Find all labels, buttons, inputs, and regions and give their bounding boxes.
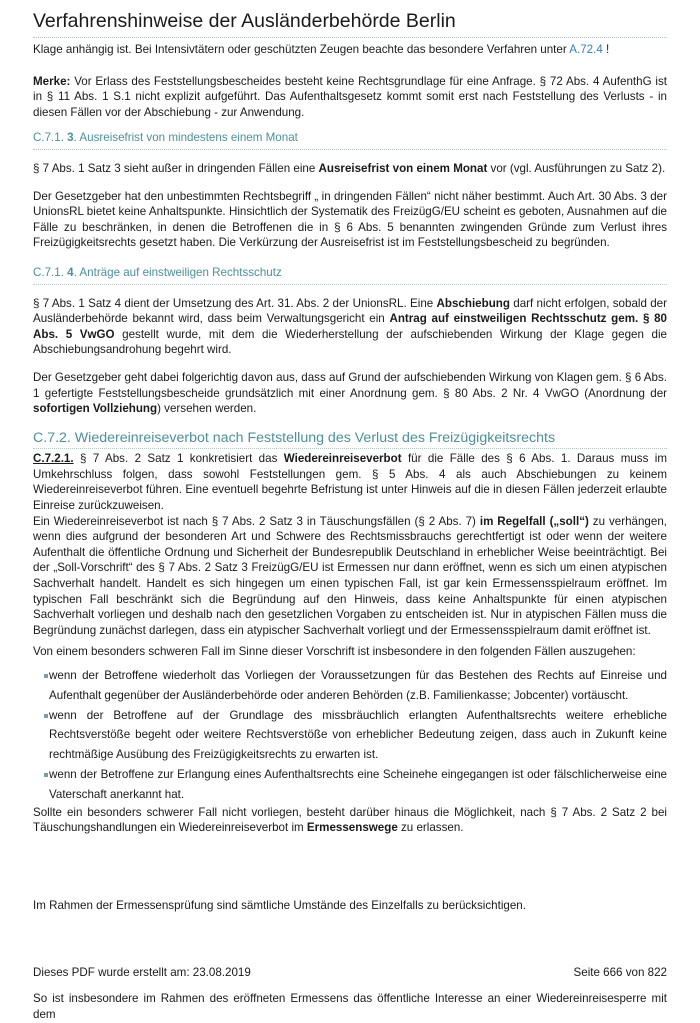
bold-text: Abschiebung xyxy=(436,296,510,310)
section72-paragraph-6: So ist insbesondere im Rahmen des eröffneten Ermessens das öffentliche Interesse an einer Wiedereinreisesperre mit dem xyxy=(33,992,667,1021)
heading-text: . Ausreisefrist von mindestens einem Monat xyxy=(73,131,298,145)
list-item-text: wenn der Betroffene auf der Grundlage des missbräuchlich erlangten Aufenthaltsrechts weitere erhebliche Rechtsverstöße begeht oder weitere Rechtsverstöße von erheblicher Bedeutung zeigen, dass auch in Zukunft keine rechtmäßige Ausübung des Freizügigkeitsrechts zu erwarten ist. xyxy=(49,708,667,762)
heading-prefix: C.7.1. xyxy=(33,131,68,145)
list-item xyxy=(33,706,667,765)
bold-text: Antrag auf einstweiligen Rechtsschutz gem. § 80 Abs. 5 VwGO xyxy=(33,312,667,341)
heading-text: . Anträge auf einstweiligen Rechtsschutz xyxy=(73,265,282,279)
document-body xyxy=(33,42,667,1023)
text: zu verhängen, wenn dies aufgrund der besonderen Art und Schwere des Rechtsmissbrauchs gerechtfertigt ist oder wenn der weitere Aufenthalt die öffentliche Ordnung und Sicherheit der Bundesrepublik Deutschland in erheblicher Weise beeinträchtigt. Bei der „Soll-Vorschrift“ des § 7 Abs. 2 Satz 3 FreizügG/EU ist Ermessen nur dann eröffnet, wenn es sich um einen atypischen Sachverhalt handelt. Handelt es sich hingegen um einen typischen Fall, ist gar kein Ermessensspielraum eröffnet. Im typischen Fall beschränkt sich die Begründung auf den Hinweis, dass keine Anhaltspunkte für einen atypischen Sachverhalt vorliegen und deshalb nach den gesetzlichen Vorgaben zu entscheiden ist. Nur in atypischen Fällen muss die Begründung zunächst darlegen, dass ein atypischer Sachverhalt vorliegt und der Ermessensspielraum damit eröffnet ist. xyxy=(33,514,667,637)
intro-text: Klage anhängig ist. Bei Intensivtätern oder geschützten Zeugen beachte das besondere Verfahren unter xyxy=(33,43,570,56)
bold-text: sofortigen Vollziehung xyxy=(33,402,158,416)
case-list xyxy=(33,666,667,805)
square-bullet-icon xyxy=(44,773,48,777)
heading-number: 3 xyxy=(67,131,74,145)
text: vor (vgl. Ausführungen zu Satz 2). xyxy=(487,161,666,175)
text: für die Fälle des § 6 Abs. 1. Daraus muss im Umkehrschluss folgen, dass sowohl Feststellungen gem. § 5 Abs. 4 als auch Abschiebungen zu keinem Wiedereinreiseverbot führen. Eine eventuell begehrte Befristung ist unter Hinweis auf die in diesen Fällen jederzeit erlaubte Einreise zurückzuweisen. xyxy=(33,452,667,513)
text: § 7 Abs. 1 Satz 3 sieht außer in dringenden Fällen eine xyxy=(33,161,319,175)
section4-paragraph-1 xyxy=(33,296,667,358)
list-item-text: wenn der Betroffene zur Erlangung eines Aufenthaltsrechts eine Scheinehe eingegangen ist oder fälschlicherweise eine Vaterschaft anerkannt hat. xyxy=(49,767,667,801)
paragraph-reference: C.7.2.1. xyxy=(33,452,74,466)
heading-prefix: C.7.1. xyxy=(33,265,68,279)
square-bullet-icon xyxy=(44,714,48,718)
footer-page-number: Seite 666 von 822 xyxy=(573,966,667,979)
bold-text: Wiedereinreiseverbot xyxy=(283,452,402,466)
merke-label: Merke: xyxy=(33,74,71,88)
document-title: Verfahrenshinweise der Ausländerbehörde Berlin xyxy=(33,10,667,38)
section-heading-c713 xyxy=(33,130,667,150)
text: Der Gesetzgeber geht dabei folgerichtig davon aus, dass auf Grund der aufschiebenden Wirkung von Klagen gem. § 6 Abs. 1 gefertigte Feststellungsbescheide grundsätzlich mit einer Anordnung gem. § 80 Abs. 2 Nr. 4 VwGO (Anordnung der xyxy=(33,370,667,400)
text: § 7 Abs. 2 Satz 1 konkretisiert das xyxy=(73,452,284,466)
list-item-text: wenn der Betroffene wiederholt das Vorliegen der Voraussetzungen für das Bestehen des Rechts auf Einreise und Aufenthalt gegenüber der Ausländerbehörde oder anderen Behörden (z.B. Familienkasse; Jobcenter) vortäuscht. xyxy=(49,669,667,702)
merke-text: Vor Erlass des Feststellungsbescheides besteht keine Rechtsgrundlage für eine Anfrage. § 72 Abs. 4 AufenthG ist in § 11 Abs. 1 S.1 nicht explizit aufgeführt. Das Aufenthaltsgesetz kommt somit erst nach Feststellung des Verlusts - in diesen Fällen vor der Abschiebung - zur Anwendung. xyxy=(33,74,667,119)
text: zu erlassen. xyxy=(397,821,464,835)
section72-paragraph-3: Von einem besonders schweren Fall im Sinne dieser Vorschrift ist insbesondere in den folgenden Fällen auszugehen: xyxy=(33,645,636,659)
reference-link-a724[interactable]: A.72.4 xyxy=(569,43,603,56)
text: darf nicht erfolgen, sobald der Ausländerbehörde bekannt wird, dass beim Verwaltungsgericht ein xyxy=(33,296,667,326)
text: Sollte ein besonders schwerer Fall nicht vorliegen, besteht darüber hinaus die Möglichkeit, nach § 7 Abs. 2 Satz 2 bei Täuschungshandlungen ein Wiedereinreiseverbot im xyxy=(33,805,667,835)
section3-paragraph-2: Der Gesetzgeber hat den unbestimmten Rechtsbegriff „ in dringenden Fällen“ nicht näher bestimmt. Auch Art. 30 Abs. 3 der UnionsRL bietet keine Anhaltspunkte. Hinsichtlich der Systematik des FreizügG/EU scheint es geboten, Ausnahmen auf die Fälle zu beschränken, in denen die Betroffenen die in § 6 Abs. 5 benannten zwingenden Gründe zum Verlust ihres Freizügigkeitsrechts gesetzt haben. Die Verkürzung der Ausreisefrist ist im Feststellungsbescheid zu begründen. xyxy=(33,189,667,250)
heading-number: 4 xyxy=(67,265,74,279)
page-footer xyxy=(33,966,667,979)
merke-paragraph xyxy=(33,74,667,121)
section4-paragraph-2 xyxy=(33,370,667,417)
section72-paragraph-2 xyxy=(33,514,667,639)
intro-text-end: ! xyxy=(602,43,610,56)
bold-text: Ausreisefrist von einem Monat xyxy=(318,161,488,175)
section72-paragraph-4 xyxy=(33,805,667,836)
list-item xyxy=(33,765,667,805)
footer-created-date: Dieses PDF wurde erstellt am: 23.08.2019 xyxy=(33,966,251,979)
bold-text: im Regelfall („soll“) xyxy=(479,514,589,528)
section72-paragraph-1 xyxy=(33,451,667,513)
text: gestellt wurde, mit dem die Wiederherstellung der aufschiebenden Wirkung der Klage gegen die Abschiebungsandrohung begehrt wird. xyxy=(33,327,667,357)
section3-paragraph-1 xyxy=(33,161,667,177)
section-heading-c72: C.7.2. Wiedereinreiseverbot nach Feststellung des Verlust des Freizügigkeitsrechts xyxy=(33,431,667,450)
intro-paragraph xyxy=(33,42,667,58)
section72-paragraph-5: Im Rahmen der Ermessensprüfung sind sämtliche Umstände des Einzelfalls zu berücksichtigen. xyxy=(33,898,526,912)
section-heading-c714 xyxy=(33,265,667,285)
text: § 7 Abs. 1 Satz 4 dient der Umsetzung des Art. 31. Abs. 2 der UnionsRL. Eine xyxy=(33,296,437,310)
bold-text: Ermessenswege xyxy=(306,821,398,835)
text: ) versehen werden. xyxy=(157,402,257,416)
square-bullet-icon xyxy=(44,674,48,678)
text: Ein Wiedereinreiseverbot ist nach § 7 Abs. 2 Satz 3 in Täuschungsfällen (§ 2 Abs. 7) xyxy=(33,514,480,528)
list-item xyxy=(33,666,667,706)
